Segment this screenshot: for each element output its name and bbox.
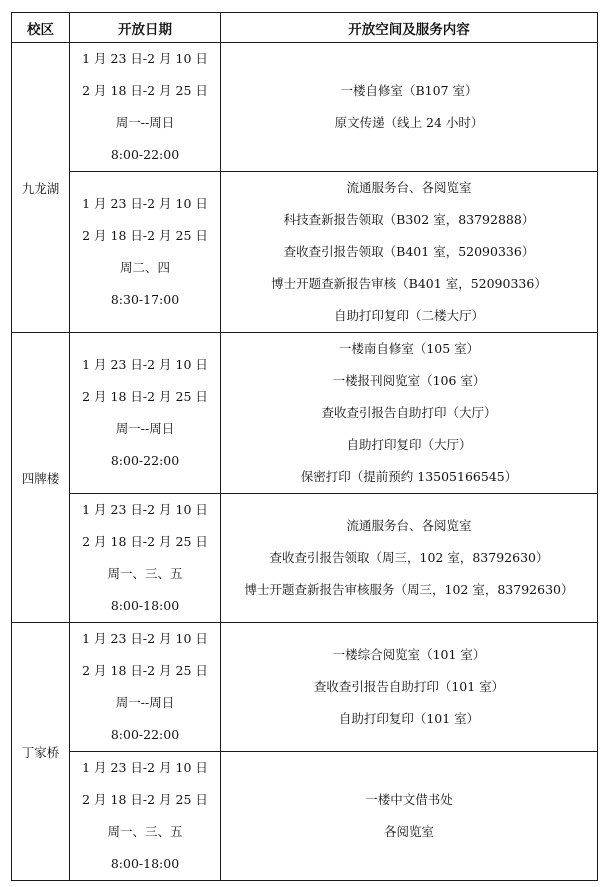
date-line: 8:00-18:00 [110, 598, 180, 613]
table-row [12, 752, 598, 881]
service-line: 一楼报刊阅览室（106 室） [332, 373, 486, 388]
service-line: 查收查引报告领取（B401 室，52090336） [283, 244, 535, 259]
date-line: 2 月 18 日-2 月 25 日 [82, 389, 208, 404]
date-line: 8:00-18:00 [110, 856, 180, 871]
date-line: 周一--周日 [115, 421, 175, 436]
dates-cell [70, 172, 221, 333]
date-line: 1 月 23 日-2 月 10 日 [82, 51, 208, 66]
services-cell [221, 333, 598, 494]
date-line: 1 月 23 日-2 月 10 日 [82, 196, 208, 211]
table-row [12, 333, 598, 494]
service-line: 一楼中文借书处 [365, 792, 453, 807]
service-line: 科技查新报告领取（B302 室，83792888） [283, 212, 535, 227]
service-line: 博士开题查新报告审核（B401 室，52090336） [271, 276, 547, 291]
date-line: 2 月 18 日-2 月 25 日 [82, 534, 208, 549]
dates-cell [70, 623, 221, 752]
service-line: 一楼自修室（B107 室） [340, 83, 478, 98]
date-line: 2 月 18 日-2 月 25 日 [82, 663, 208, 678]
date-line: 周一、三、五 [107, 566, 183, 581]
date-line: 周一、三、五 [107, 824, 183, 839]
date-line: 2 月 18 日-2 月 25 日 [82, 228, 208, 243]
service-line: 自助打印复印（大厅） [346, 437, 472, 452]
table-row [12, 623, 598, 752]
service-line: 自助打印复印（101 室） [338, 711, 480, 726]
header-campus: 校区 [12, 13, 70, 43]
service-line: 查收查引报告领取（周三，102 室，83792630） [269, 550, 549, 565]
date-line: 8:00-22:00 [110, 147, 180, 162]
service-line: 一楼综合阅览室（101 室） [332, 647, 486, 662]
campus-name: 九龙湖 [12, 43, 70, 333]
date-line: 周一--周日 [115, 695, 175, 710]
header-row [12, 13, 598, 43]
service-line: 查收查引报告自助打印（大厅） [321, 405, 497, 420]
service-line: 博士开题查新报告审核服务（周三，102 室，83792630） [244, 582, 574, 597]
date-line: 2 月 18 日-2 月 25 日 [82, 83, 208, 98]
service-line: 原文传递（线上 24 小时） [334, 115, 484, 130]
service-line: 查收查引报告自助打印（101 室） [313, 679, 505, 694]
dates-cell [70, 752, 221, 881]
service-line: 流通服务台、各阅览室 [346, 180, 472, 195]
date-line: 1 月 23 日-2 月 10 日 [82, 760, 208, 775]
table-row [12, 494, 598, 623]
dates-cell [70, 43, 221, 172]
date-line: 1 月 23 日-2 月 10 日 [82, 631, 208, 646]
dates-cell [70, 333, 221, 494]
campus-name: 四牌楼 [12, 333, 70, 623]
service-line: 流通服务台、各阅览室 [346, 518, 472, 533]
date-line: 周二、四 [119, 260, 170, 275]
service-line: 保密打印（提前预约 13505166545） [300, 469, 518, 484]
date-line: 1 月 23 日-2 月 10 日 [82, 357, 208, 372]
date-line: 8:00-22:00 [110, 453, 180, 468]
opening-schedule-table [11, 12, 598, 881]
date-line: 1 月 23 日-2 月 10 日 [82, 502, 208, 517]
dates-cell [70, 494, 221, 623]
date-line: 2 月 18 日-2 月 25 日 [82, 792, 208, 807]
table-row [12, 43, 598, 172]
campus-name: 丁家桥 [12, 623, 70, 881]
services-cell [221, 172, 598, 333]
service-line: 自助打印复印（二楼大厅） [333, 308, 484, 323]
header-dates: 开放日期 [70, 13, 221, 43]
date-line: 周一--周日 [115, 115, 175, 130]
services-cell [221, 494, 598, 623]
header-spaces: 开放空间及服务内容 [221, 13, 598, 43]
services-cell [221, 752, 598, 881]
date-line: 8:30-17:00 [110, 292, 180, 307]
services-cell [221, 43, 598, 172]
date-line: 8:00-22:00 [110, 727, 180, 742]
service-line: 一楼南自修室（105 室） [338, 341, 480, 356]
table-row [12, 172, 598, 333]
service-line: 各阅览室 [383, 824, 434, 839]
services-cell [221, 623, 598, 752]
